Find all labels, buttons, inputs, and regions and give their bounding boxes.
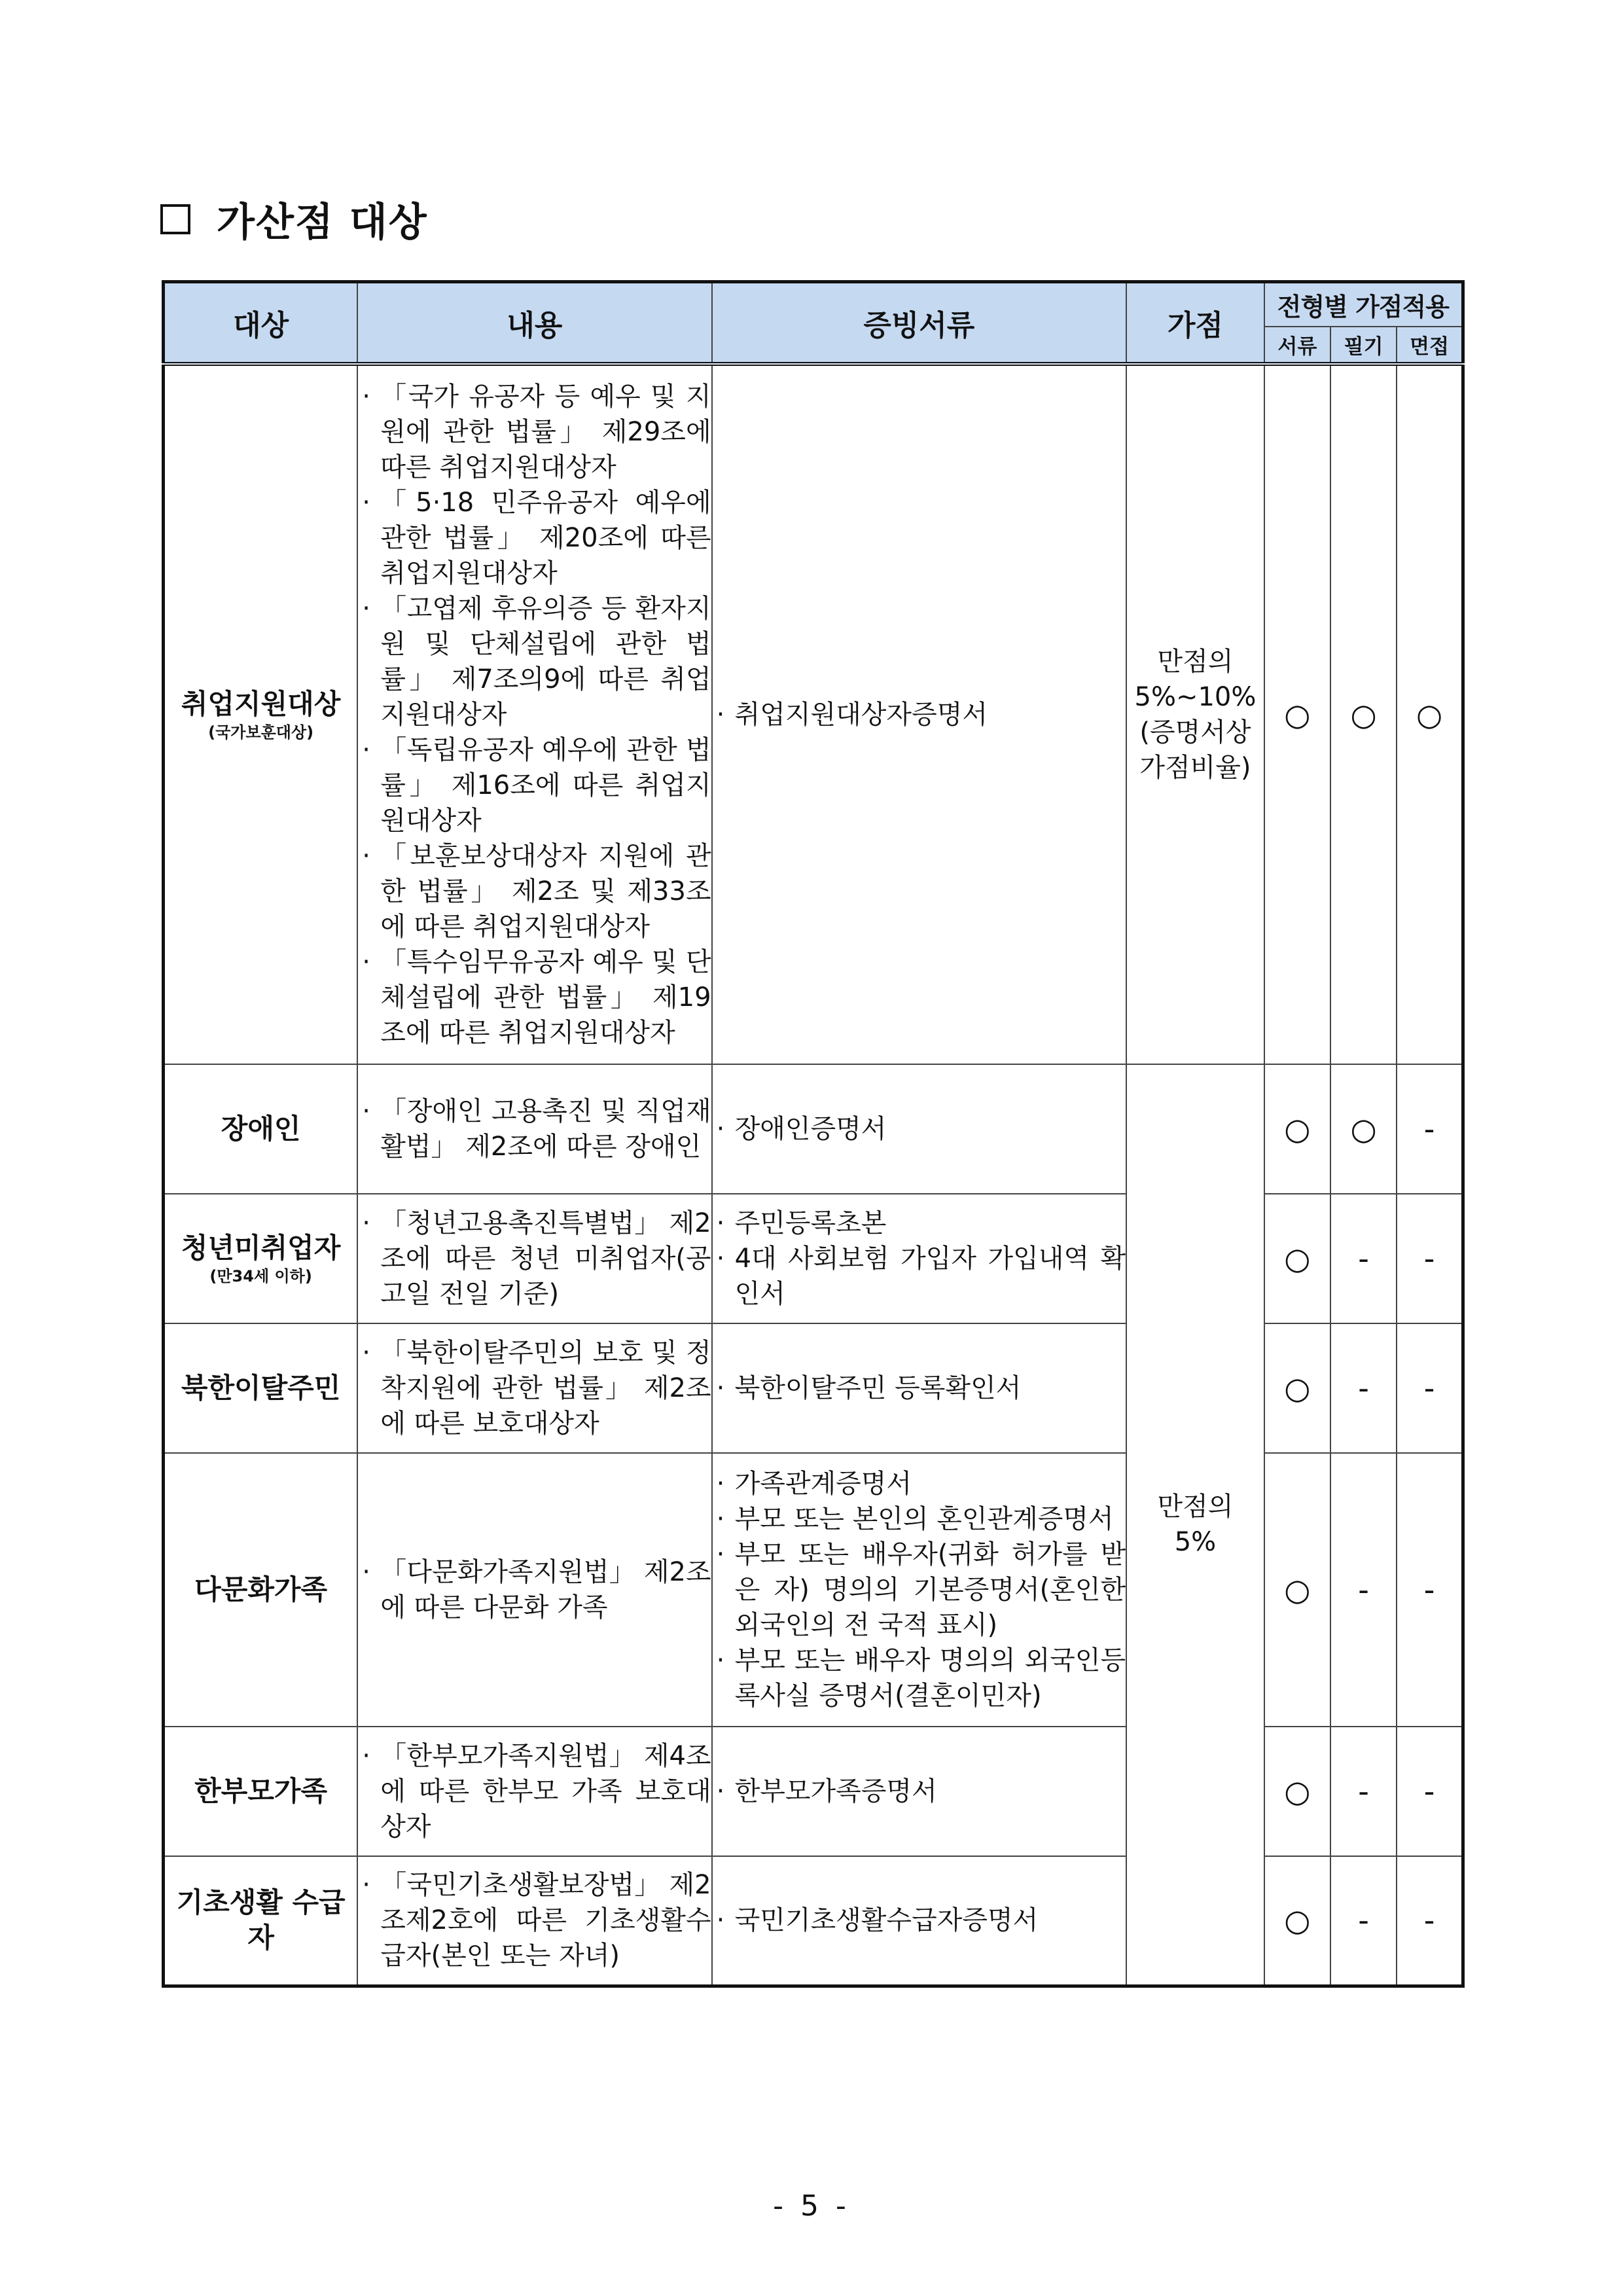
row-content	[357, 1727, 711, 1856]
content-item: · 「청년고용촉진특별법」 제2조에 따른 청년 미취업자(공고일 전일 기준)	[358, 1206, 711, 1312]
content-item: · 「고엽제 후유의증 등 환자지원 및 단체설립에 관한 법률」 제7조의9에 따른 취업지원대상자	[358, 591, 711, 732]
row-target	[164, 1453, 358, 1727]
mark-written: -	[1330, 1323, 1397, 1453]
target-label: 장애인	[221, 1112, 301, 1145]
points-line: 5%	[1174, 1527, 1217, 1558]
points-line: (증명서상	[1139, 717, 1251, 747]
row-target	[164, 1727, 358, 1856]
mark-written: ○	[1330, 364, 1397, 1064]
mark-interview: -	[1397, 1323, 1463, 1453]
doc-item: · 부모 또는 본인의 혼인관계증명서	[713, 1501, 1126, 1537]
row-content	[357, 1453, 711, 1727]
row-docs	[712, 1194, 1127, 1323]
row-content	[357, 364, 711, 1064]
row-target	[164, 1856, 358, 1986]
row-content	[357, 1323, 711, 1453]
points-line: 만점의	[1157, 647, 1234, 677]
target-sublabel: (국가보훈대상)	[208, 723, 314, 742]
row-points	[1126, 364, 1264, 1064]
table-row	[164, 1194, 1463, 1323]
mark-interview: -	[1397, 1727, 1463, 1856]
mark-interview: -	[1397, 1856, 1463, 1986]
content-item: · 「독립유공자 예우에 관한 법률」 제16조에 따른 취업지원대상자	[358, 732, 711, 838]
mark-interview: ○	[1397, 364, 1463, 1064]
mark-written: -	[1330, 1194, 1397, 1323]
mark-document: ○	[1264, 1194, 1330, 1323]
target-label: 취업지원대상	[181, 688, 341, 721]
header-points: 가점	[1126, 282, 1264, 365]
mark-interview: -	[1397, 1453, 1463, 1727]
header-docs: 증빙서류	[712, 282, 1127, 365]
mark-written: -	[1330, 1727, 1397, 1856]
row-docs	[712, 1453, 1127, 1727]
points-line: 만점의	[1157, 1492, 1234, 1522]
row-content	[357, 1194, 711, 1323]
target-label: 다문화가족	[194, 1573, 328, 1605]
table-row	[164, 1727, 1463, 1856]
doc-item: · 주민등록초본	[713, 1206, 1126, 1241]
header-stage-written: 필기	[1330, 327, 1397, 364]
mark-document: ○	[1264, 1064, 1330, 1194]
content-item: · 「한부모가족지원법」 제4조에 따른 한부모 가족 보호대상자	[358, 1738, 711, 1844]
doc-item: · 가족관계증명서	[713, 1466, 1126, 1501]
mark-interview: -	[1397, 1064, 1463, 1194]
page-number: - 5 -	[773, 2189, 850, 2223]
content-item: · 「북한이탈주민의 보호 및 정착지원에 관한 법률」 제2조에 따른 보호대상자	[358, 1335, 711, 1441]
section-title	[160, 190, 428, 249]
table-row	[164, 1323, 1463, 1453]
doc-item: · 부모 또는 배우자 명의의 외국인등록사실 증명서(결혼이민자)	[713, 1643, 1126, 1713]
mark-document: ○	[1264, 364, 1330, 1064]
row-docs	[712, 1323, 1127, 1453]
doc-item: · 북한이탈주민 등록확인서	[713, 1371, 1126, 1406]
mark-interview: -	[1397, 1194, 1463, 1323]
section-title-text: 가산점 대상	[217, 200, 428, 245]
content-item: · 「특수임무유공자 예우 및 단체설립에 관한 법률」 제19조에 따른 취업지원대상자	[358, 944, 711, 1050]
target-sublabel: (만34세 이하)	[209, 1266, 312, 1285]
table-row	[164, 1453, 1463, 1727]
header-target: 대상	[164, 282, 358, 365]
content-item: · 「5·18 민주유공자 예우에 관한 법률」 제20조에 따른 취업지원대상자	[358, 485, 711, 591]
mark-written: ○	[1330, 1064, 1397, 1194]
shared-points	[1126, 1064, 1264, 1986]
row-docs	[712, 1064, 1127, 1194]
header-stage-interview: 면접	[1397, 327, 1463, 364]
row-target	[164, 1194, 358, 1323]
row-target	[164, 1064, 358, 1194]
doc-item: · 국민기초생활수급자증명서	[713, 1903, 1126, 1938]
bonus-points-table	[162, 280, 1465, 1988]
points-line: 5%~10%	[1134, 682, 1257, 712]
content-item: · 「국민기초생활보장법」 제2조제2호에 따른 기초생활수급자(본인 또는 자녀)	[358, 1867, 711, 1973]
mark-document: ○	[1264, 1323, 1330, 1453]
target-label: 청년미취업자	[181, 1232, 341, 1265]
checkbox-square-icon	[160, 204, 190, 234]
mark-written: -	[1330, 1856, 1397, 1986]
doc-item: · 장애인증명서	[713, 1111, 1126, 1147]
points-line: 가점비율)	[1139, 753, 1251, 783]
target-label: 한부모가족	[194, 1774, 328, 1807]
row-target	[164, 364, 358, 1064]
header-stage-document: 서류	[1264, 327, 1330, 364]
doc-item: · 부모 또는 배우자(귀화 허가를 받은 자) 명의의 기본증명서(혼인한 외국인의 전 국적 표시)	[713, 1537, 1126, 1643]
mark-document: ○	[1264, 1727, 1330, 1856]
content-item: · 「보훈보상대상자 지원에 관한 법률」 제2조 및 제33조에 따른 취업지원대상자	[358, 838, 711, 944]
row-docs	[712, 364, 1127, 1064]
doc-item: · 4대 사회보험 가입자 가입내역 확인서	[713, 1241, 1126, 1312]
row-docs	[712, 1856, 1127, 1986]
table-row	[164, 1064, 1463, 1194]
header-stage-group: 전형별 가점적용	[1264, 282, 1463, 327]
mark-document: ○	[1264, 1453, 1330, 1727]
row-docs	[712, 1727, 1127, 1856]
table-row	[164, 364, 1463, 1064]
target-label: 기초생활 수급자	[176, 1886, 346, 1954]
doc-item: · 취업지원대상자증명서	[713, 697, 1126, 732]
row-content	[357, 1064, 711, 1194]
row-target	[164, 1323, 358, 1453]
content-item: · 「장애인 고용촉진 및 직업재활법」 제2조에 따른 장애인	[358, 1094, 711, 1164]
content-item: · 「국가 유공자 등 예우 및 지원에 관한 법률」 제29조에 따른 취업지원대상자	[358, 379, 711, 485]
mark-written: -	[1330, 1453, 1397, 1727]
target-label: 북한이탈주민	[181, 1371, 341, 1404]
header-content: 내용	[357, 282, 711, 365]
content-item: · 「다문화가족지원법」 제2조에 따른 다문화 가족	[358, 1554, 711, 1625]
doc-item: · 한부모가족증명서	[713, 1774, 1126, 1809]
table-row	[164, 1856, 1463, 1986]
row-content	[357, 1856, 711, 1986]
mark-document: ○	[1264, 1856, 1330, 1986]
